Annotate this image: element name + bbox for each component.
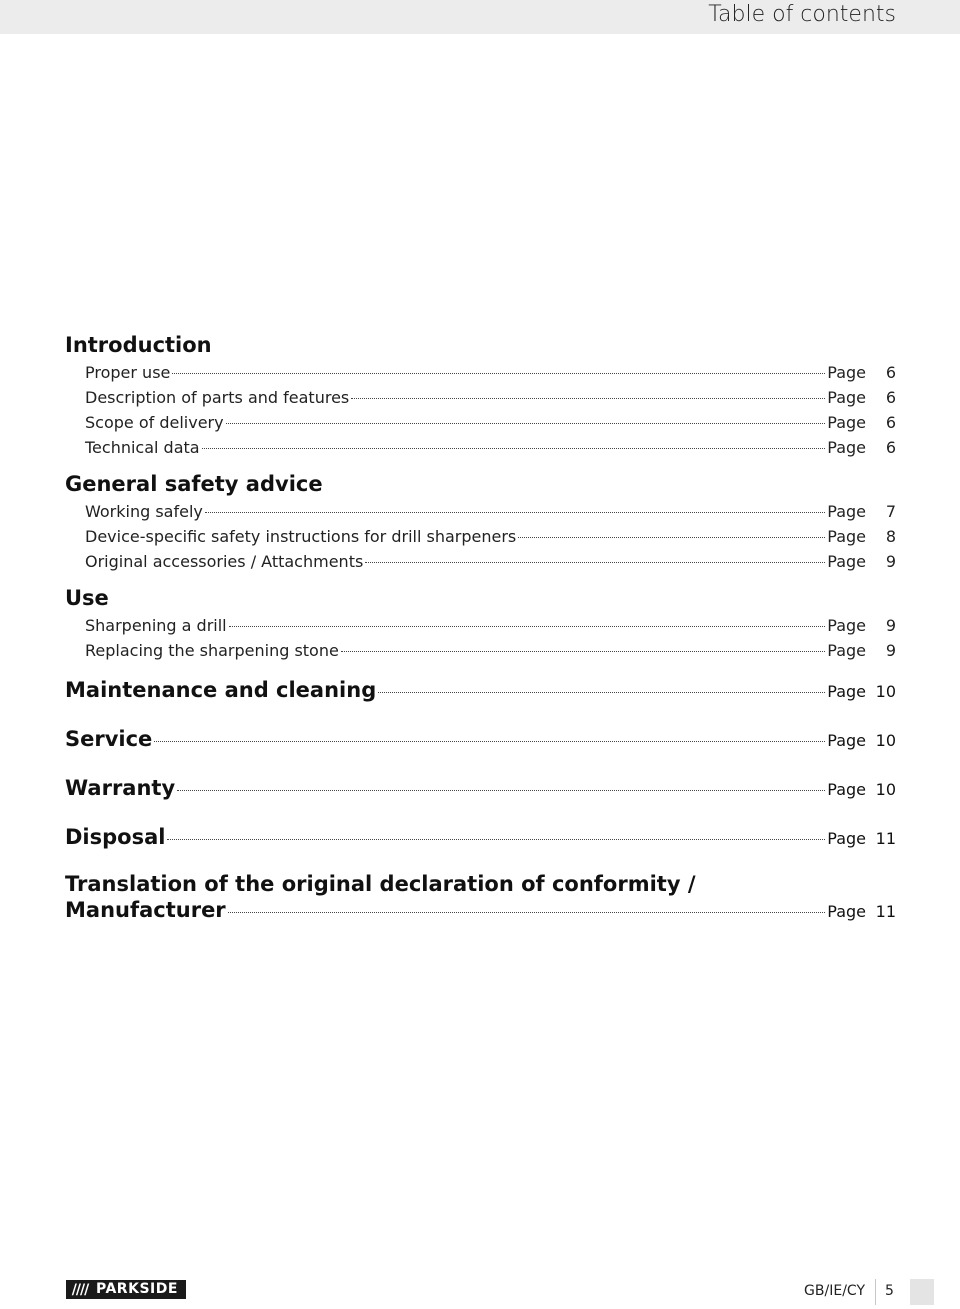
page-number: 11 (875, 902, 896, 921)
toc-entry[interactable] (65, 613, 896, 638)
chapter-label: Service (65, 727, 153, 751)
toc-entry[interactable] (65, 360, 896, 385)
chapter-label: Disposal (65, 825, 166, 849)
entry-label: Device-specific safety instructions for drill sharpeners (85, 527, 517, 546)
page-word: Page (827, 527, 866, 546)
toc-section-general-safety-advice (65, 469, 896, 574)
page-word: Page (827, 641, 866, 660)
dot-leader (154, 741, 825, 742)
page-number: 11 (875, 829, 896, 848)
page-number: 6 (885, 413, 896, 432)
page-number: 6 (885, 388, 896, 407)
entry-label: Description of parts and features (85, 388, 350, 407)
footer-page-number: 5 (885, 1283, 894, 1299)
dot-leader (351, 398, 825, 399)
page-number: 9 (885, 552, 896, 571)
toc-entry[interactable] (65, 435, 896, 460)
entry-label: Technical data (85, 438, 200, 457)
section-title: Introduction (65, 333, 212, 357)
language-codes: GB/IE/CY (804, 1283, 865, 1299)
page-number: 7 (885, 502, 896, 521)
table-of-contents (65, 330, 896, 942)
page-word: Page (827, 413, 866, 432)
chapter-label-line1: Translation of the original declaration of conformity / (65, 872, 696, 896)
footer-tab (910, 1279, 934, 1305)
page-word: Page (827, 363, 866, 382)
dot-leader (341, 651, 825, 652)
chapter-label: Maintenance and cleaning (65, 678, 377, 702)
section-title: Use (65, 586, 109, 610)
dot-leader (172, 373, 825, 374)
toc-chapter-warranty[interactable] (65, 773, 896, 803)
toc-chapter-maintenance[interactable] (65, 675, 896, 705)
toc-entry[interactable] (65, 524, 896, 549)
parkside-logo (66, 1280, 186, 1299)
logo-stripes: //// (71, 1281, 89, 1298)
page-number: 9 (885, 616, 896, 635)
section-title: General safety advice (65, 472, 323, 496)
entry-label: Replacing the sharpening stone (85, 641, 339, 660)
entry-label: Working safely (85, 502, 203, 521)
dot-leader (518, 537, 825, 538)
page-number: 9 (885, 641, 896, 660)
page-title: Table of contents (708, 2, 896, 27)
page-word: Page (827, 731, 866, 750)
footer-divider (875, 1279, 876, 1305)
page-number: 6 (885, 363, 896, 382)
page-word: Page (827, 682, 866, 701)
page-number: 6 (885, 438, 896, 457)
toc-entry[interactable] (65, 410, 896, 435)
dot-leader (228, 912, 826, 913)
page-word: Page (827, 552, 866, 571)
page-number: 10 (875, 682, 896, 701)
page-word: Page (827, 829, 866, 848)
brand-name: PARKSIDE (96, 1281, 178, 1297)
header-bar (0, 0, 960, 34)
dot-leader (229, 626, 826, 627)
page-word: Page (827, 616, 866, 635)
dot-leader (378, 692, 825, 693)
toc-entry[interactable] (65, 638, 896, 663)
page-word: Page (827, 780, 866, 799)
entry-label: Sharpening a drill (85, 616, 227, 635)
page-number: 8 (885, 527, 896, 546)
page-word: Page (827, 502, 866, 521)
dot-leader (205, 512, 825, 513)
page-word: Page (827, 388, 866, 407)
page-number: 10 (875, 780, 896, 799)
toc-entry[interactable] (65, 499, 896, 524)
dot-leader (226, 423, 826, 424)
toc-section-use (65, 583, 896, 663)
dot-leader (167, 839, 825, 840)
dot-leader (202, 448, 826, 449)
page-number: 10 (875, 731, 896, 750)
page-word: Page (827, 438, 866, 457)
toc-chapter-declaration[interactable] (65, 871, 896, 923)
toc-section-introduction (65, 330, 896, 460)
toc-entry[interactable] (65, 549, 896, 574)
toc-entry[interactable] (65, 385, 896, 410)
chapter-label: Warranty (65, 776, 176, 800)
entry-label: Scope of delivery (85, 413, 224, 432)
toc-chapter-service[interactable] (65, 724, 896, 754)
dot-leader (365, 562, 825, 563)
entry-label: Proper use (85, 363, 171, 382)
chapter-label-line2: Manufacturer (65, 898, 226, 922)
page-word: Page (827, 902, 866, 921)
toc-chapter-disposal[interactable] (65, 822, 896, 852)
entry-label: Original accessories / Attachments (85, 552, 364, 571)
dot-leader (177, 790, 825, 791)
